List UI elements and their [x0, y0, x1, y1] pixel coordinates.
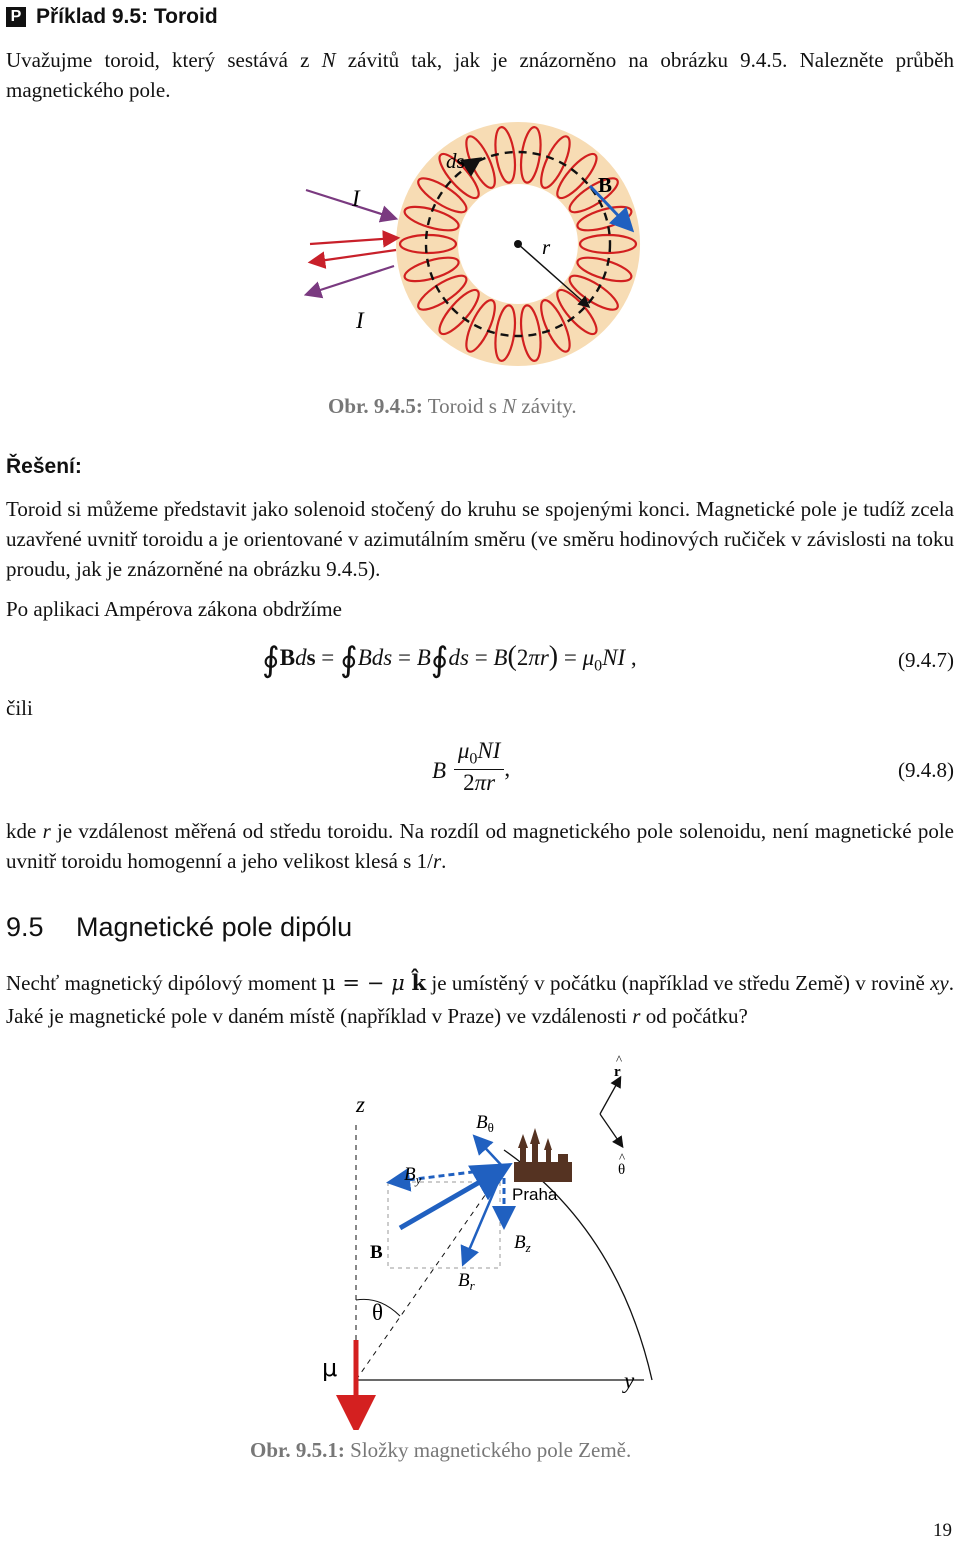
- b-vector-label: B: [370, 1242, 383, 1263]
- radius-to-praha: [356, 1168, 504, 1380]
- bz-label: $B_z$: [514, 1232, 531, 1255]
- current-in-arrow-1: [306, 190, 394, 218]
- toroid-figure: [300, 120, 660, 382]
- prague-castle-icon: [514, 1128, 572, 1182]
- example-title: Příklad 9.5: Toroid: [36, 5, 218, 28]
- r-hat-caret: ^: [616, 1052, 623, 1067]
- figure1-caption: Obr. 9.4.5: Toroid s N závity.: [328, 394, 577, 418]
- equation-9-4-7: ∮Bds = ∮Bds = B∮ds = $B(2\pi r) = \mu_0NI$ ,: [262, 641, 637, 679]
- cili-text: čili: [6, 696, 33, 720]
- current-in-arrow-2: [310, 238, 396, 244]
- z-label: z: [356, 1092, 365, 1117]
- current-label-top: I: [352, 186, 360, 211]
- solution-paragraph-1: Toroid si můžeme představit jako solenoid stočený do kruhu se spojenými konci. Magnetické pole je tudíž zcela uzavřené uvnitř toroidu a je orientované v azimutálním směru (ve směru hodinových ručiček v závislosti na toku proudu, jak je znázorněné na obrázku 9.4.5).: [6, 497, 954, 581]
- page-number: 19: [933, 1520, 952, 1541]
- ds-label: ds: [446, 149, 465, 173]
- r-hat-arrow: [600, 1078, 620, 1114]
- section-paragraph: Nechť magnetický dipólový moment μ = − μ k̂ je umístěný v počátku (například ve středu Země) v rovině xy. Jaké je magnetické pole v daném místě (například v Praze) ve vzdálenosti r od počátku?: [6, 970, 954, 1028]
- theta-hat-arrow: [600, 1114, 622, 1146]
- current-label-bottom: I: [356, 308, 364, 333]
- r-hat-label: r: [614, 1064, 621, 1080]
- theta-hat-label: θ: [618, 1162, 626, 1178]
- equation-9-4-8: B $\frac{\mu_0NI}{2\pi r}$ ,: [432, 738, 511, 795]
- solution-paragraph-3: kde r je vzdálenost měřená od středu toroidu. Na rozdíl od magnetického pole solenoidu, není magnetické pole uvnitř toroidu homogenní a jeho velikost klesá s 1/r.: [6, 819, 954, 873]
- equation-number-9-4-8: (9.4.8): [898, 758, 954, 782]
- section-heading: 9.5 Magnetické pole dipólu: [6, 912, 353, 942]
- b-label: B: [598, 173, 613, 197]
- mu-label: μ: [322, 1354, 338, 1382]
- figure2-caption: Obr. 9.5.1: Složky magnetického pole Země.: [250, 1438, 632, 1462]
- solution-heading: Řešení:: [6, 455, 82, 478]
- br-label: $B_r$: [458, 1270, 475, 1293]
- current-out-arrow-2: [308, 266, 394, 294]
- example-intro: Uvažujme toroid, který sestává z N závitů tak, jak je znázorněno na obrázku 9.4.5. Nalezněte průběh magnetického pole.: [6, 48, 954, 102]
- praha-label: Praha: [512, 1185, 558, 1204]
- theta-label: θ: [372, 1300, 384, 1325]
- btheta-label: $B_\theta$: [476, 1112, 494, 1135]
- btheta-component: [476, 1138, 504, 1168]
- y-label: y: [624, 1368, 635, 1393]
- by-label: $B_y$: [404, 1164, 422, 1187]
- example-badge: P: [6, 7, 26, 27]
- dipole-figure: [300, 1050, 660, 1430]
- solution-paragraph-2: Po aplikaci Ampérova zákona obdržíme: [6, 597, 342, 621]
- radius-label: r: [542, 235, 551, 259]
- theta-hat-caret: ^: [619, 1150, 626, 1165]
- current-out-arrow-1: [312, 250, 396, 262]
- equation-number-9-4-7: (9.4.7): [898, 648, 954, 672]
